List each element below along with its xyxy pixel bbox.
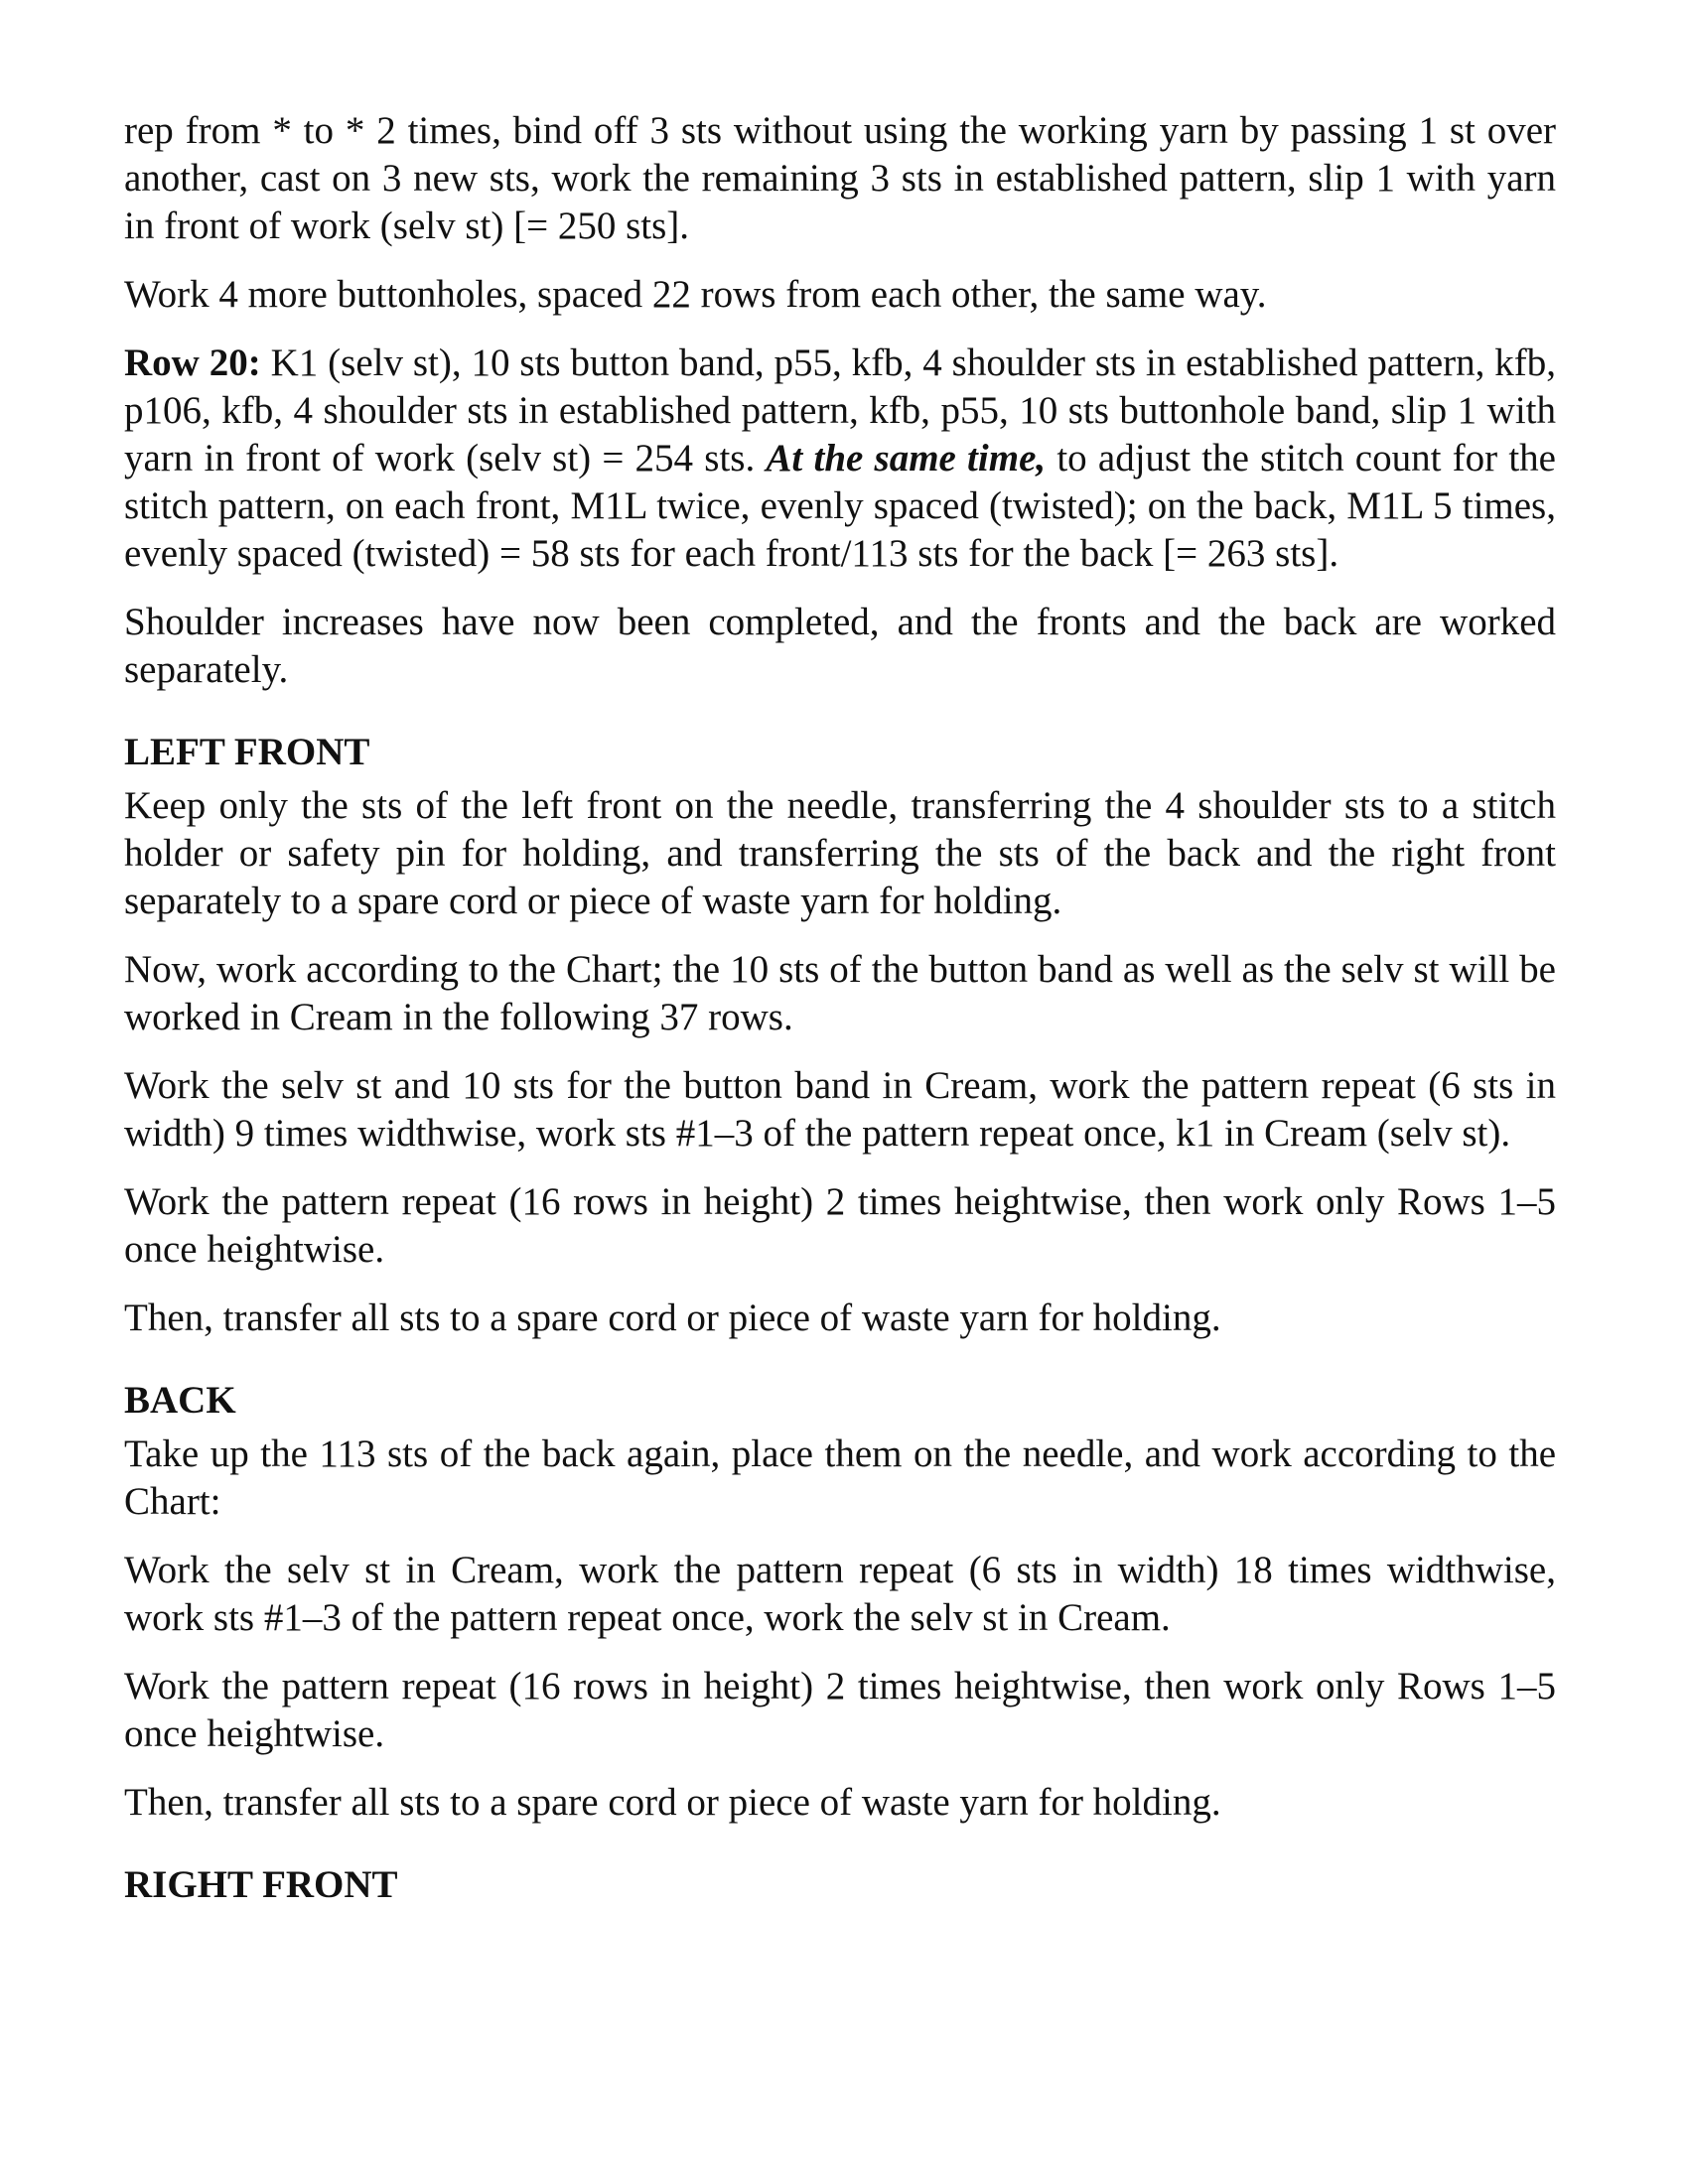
paragraph-row-20	[124, 340, 1556, 578]
document-page	[124, 107, 1556, 1915]
paragraph-more-buttonholes: Work 4 more buttonholes, spaced 22 rows from each other, the same way.	[124, 273, 1267, 316]
row-20-text-part1: K1 (selv st), 10 sts button band, p55, kfb, 4 shoulder sts in established pattern, kfb, p106, kfb, 4 shoulder sts in established pattern, kfb, p55, 10 sts buttonhole band, slip 1 with yarn in front of work (selv st) = 254 sts.	[124, 341, 1556, 479]
paragraph-shoulder-complete: Shoulder increases have now been completed, and the fronts and the back are worked separately.	[124, 601, 1556, 691]
row-20-label: Row 20:	[124, 341, 261, 384]
paragraph-back-2: Work the selv st in Cream, work the pattern repeat (6 sts in width) 18 times widthwise, work sts #1–3 of the pattern repeat once, work the selv st in Cream.	[124, 1549, 1556, 1639]
heading-back: BACK	[124, 1379, 236, 1422]
paragraph-left-front-2: Now, work according to the Chart; the 10 sts of the button band as well as the selv st will be worked in Cream in the following 37 rows.	[124, 948, 1556, 1038]
paragraph-left-front-5: Then, transfer all sts to a spare cord or piece of waste yarn for holding.	[124, 1297, 1221, 1339]
paragraph-buttonhole-rep: rep from * to * 2 times, bind off 3 sts without using the working yarn by passing 1 st over another, cast on 3 new sts, work the remaining 3 sts in established pattern, slip 1 with yarn in front of work (selv st) [= 250 sts].	[124, 109, 1556, 247]
paragraph-left-front-3: Work the selv st and 10 sts for the button band in Cream, work the pattern repeat (6 sts in width) 9 times widthwise, work sts #1–3 of the pattern repeat once, k1 in Cream (selv st).	[124, 1064, 1556, 1155]
row-20-emphasis: At the same time,	[766, 437, 1047, 479]
heading-left-front: LEFT FRONT	[124, 731, 370, 773]
paragraph-back-1: Take up the 113 sts of the back again, place them on the needle, and work according to the Chart:	[124, 1433, 1556, 1523]
paragraph-back-4: Then, transfer all sts to a spare cord or piece of waste yarn for holding.	[124, 1781, 1221, 1824]
paragraph-left-front-4: Work the pattern repeat (16 rows in height) 2 times heightwise, then work only Rows 1–5 once heightwise.	[124, 1180, 1556, 1271]
row-20-text-part2: to adjust the stitch count for the stitch pattern, on each front, M1L twice, evenly spaced (twisted); on the back, M1L 5 times, evenly spaced (twisted) = 58 sts for each front/113 sts for the back [= 263 sts].	[124, 437, 1556, 575]
paragraph-back-3: Work the pattern repeat (16 rows in height) 2 times heightwise, then work only Rows 1–5 once heightwise.	[124, 1665, 1556, 1755]
heading-right-front: RIGHT FRONT	[124, 1863, 398, 1906]
paragraph-left-front-1: Keep only the sts of the left front on the needle, transferring the 4 shoulder sts to a stitch holder or safety pin for holding, and transferring the sts of the back and the right front separately to a spare cord or piece of waste yarn for holding.	[124, 784, 1556, 922]
